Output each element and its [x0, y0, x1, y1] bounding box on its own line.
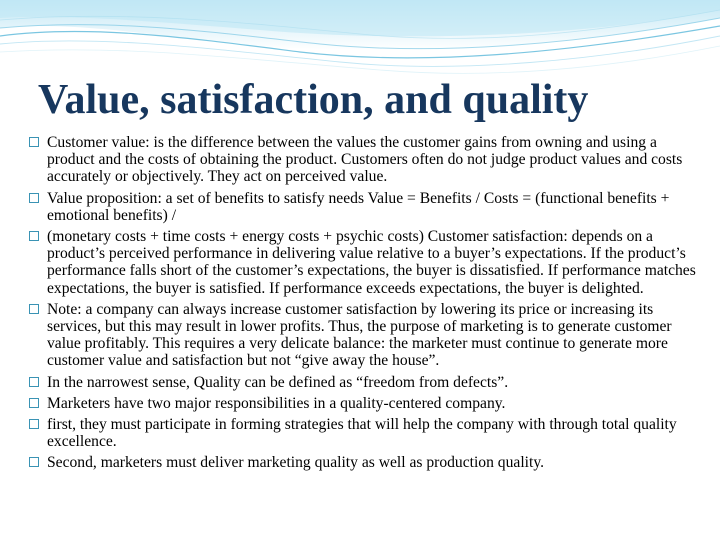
bullet-item [28, 454, 700, 471]
bullet-item [28, 301, 700, 370]
square-bullet-icon [29, 137, 39, 147]
bullet-text: In the narrowest sense, Quality can be defined as “freedom from defects”. [47, 373, 509, 391]
bullet-item [28, 134, 700, 186]
bullet-item [28, 374, 700, 391]
bullet-text: Value proposition: a set of benefits to satisfy needs Value = Benefits / Costs = (functional benefits + emotional benefits) / [47, 189, 670, 224]
square-bullet-icon [29, 398, 39, 408]
square-bullet-icon [29, 457, 39, 467]
bullet-item [28, 395, 700, 412]
bullet-text: Second, marketers must deliver marketing quality as well as production quality. [47, 454, 544, 472]
bullet-item [28, 190, 700, 224]
bullet-text: first, they must participate in forming strategies that will help the company with through total quality excellence. [47, 416, 677, 451]
bullet-text: Customer value: is the difference between the values the customer gains from owning and using a product and the costs of obtaining the product. Customers often do not judge product values and costs accurately or objectively. They act on perceived value. [47, 134, 683, 186]
square-bullet-icon [29, 193, 39, 203]
bullet-item [28, 416, 700, 450]
slide-title: Value, satisfaction, and quality [38, 77, 589, 123]
square-bullet-icon [29, 231, 39, 241]
bullet-text: Marketers have two major responsibilities in a quality-centered company. [47, 394, 506, 412]
bullet-text: (monetary costs + time costs + energy costs + psychic costs) Customer satisfaction: depends on a product’s perceived performance in delivering value relative to a buyer’s expectations. If the product’s performance falls short of the customer’s expectations, the buyer is dissatisfied. If performance matches expectations, the buyer is satisfied. If performance exceeds expectations, the buyer is delighted. [47, 228, 696, 297]
square-bullet-icon [29, 304, 39, 314]
square-bullet-icon [29, 419, 39, 429]
bullet-item [28, 228, 700, 297]
bullet-list [28, 134, 700, 476]
bullet-text: Note: a company can always increase customer satisfaction by lowering its price or increasing its services, but this may result in lower profits. Thus, the purpose of marketing is to generate customer value profitably. This requires a very delicate balance: the marketer must continue to generate more customer value and satisfaction but not “give away the house”. [47, 300, 672, 370]
square-bullet-icon [29, 377, 39, 387]
